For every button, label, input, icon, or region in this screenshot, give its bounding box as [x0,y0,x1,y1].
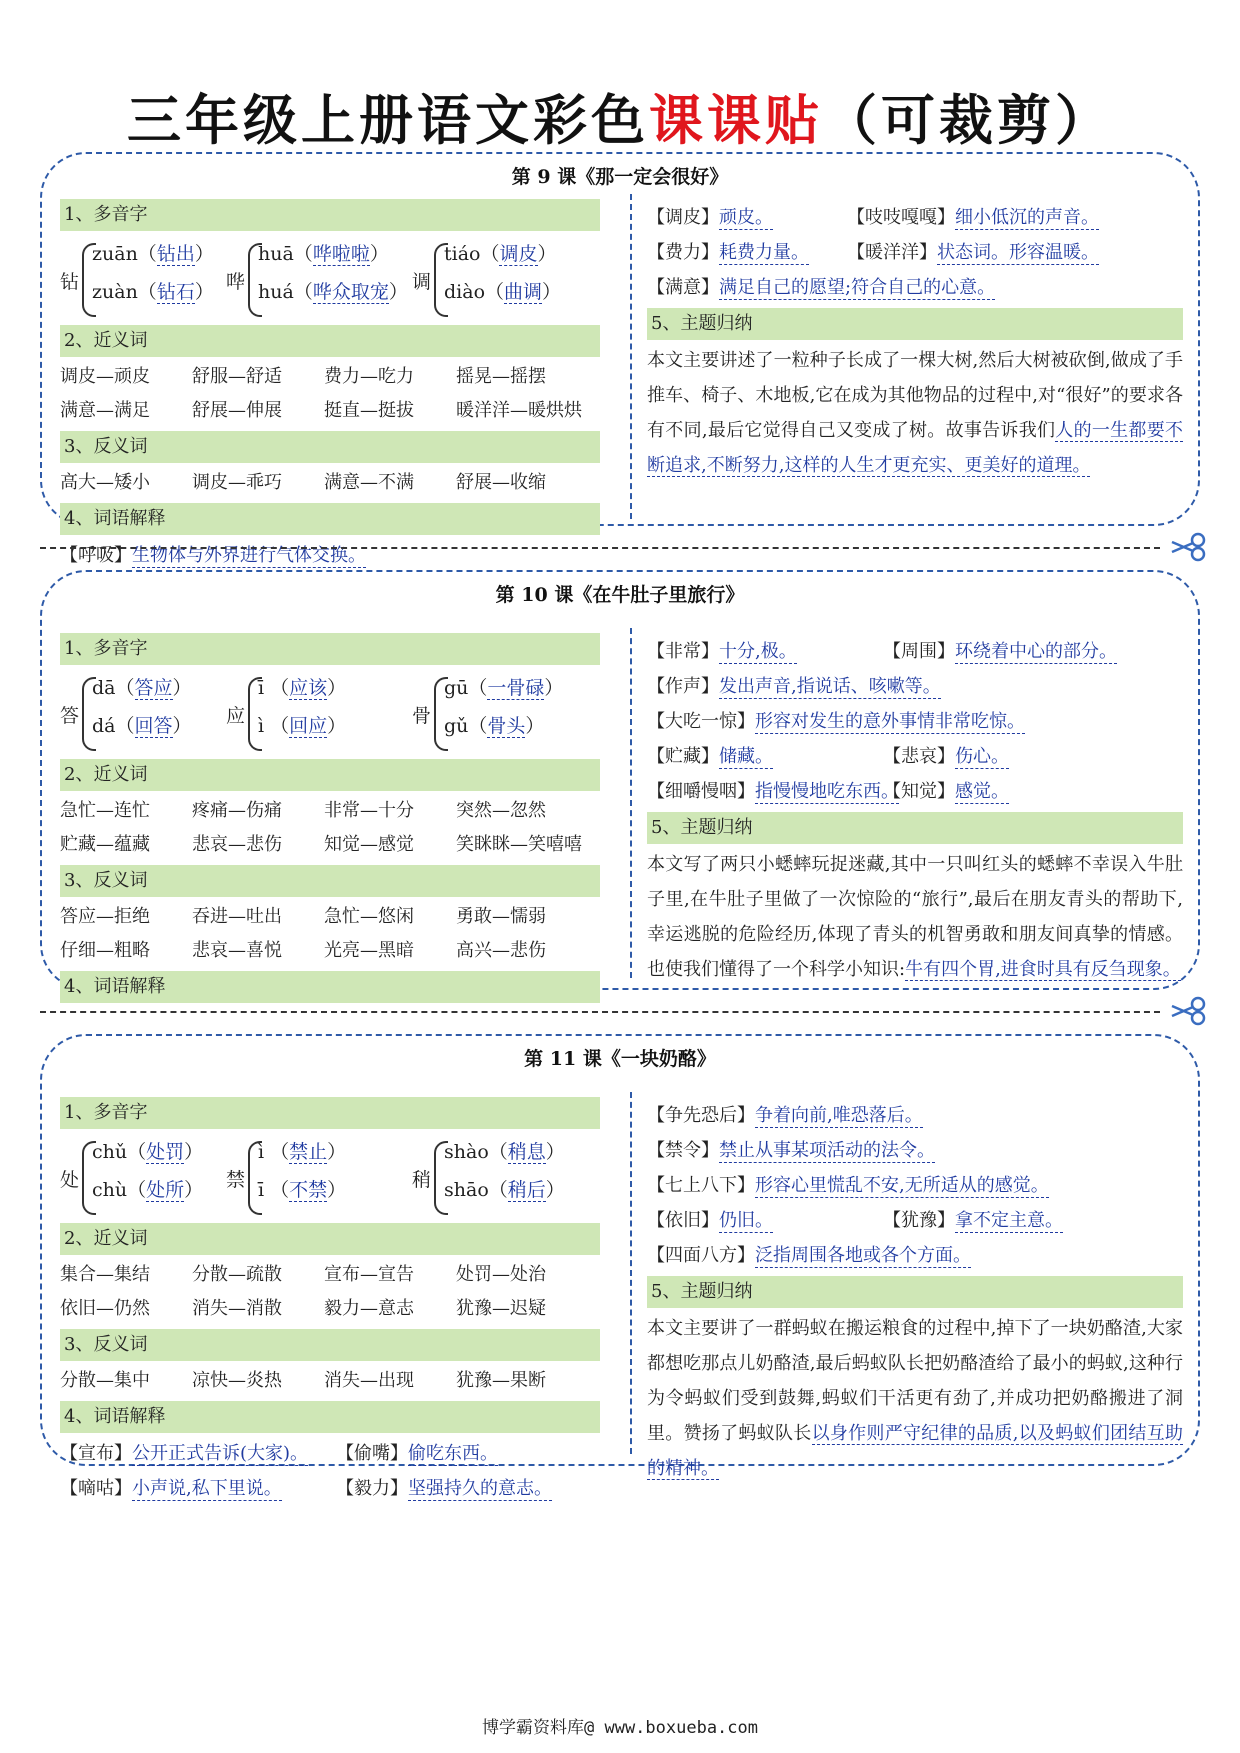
antonym-pair: 勇敢—懦弱 [456,906,546,927]
synonym-row [60,1258,600,1292]
definition-term: 【七上八下】 [647,1175,755,1196]
definition-term: 【四面八方】 [647,1245,755,1266]
page-title [0,78,1240,155]
synonym-pair: 集合—集结 [60,1264,150,1285]
polyphone-reading: ì （回应） [258,715,347,737]
polyphone-reading: zuàn（钻石） [92,281,214,303]
antonym-pair: 消失—出现 [324,1370,414,1391]
definition-entry [883,634,1117,669]
polyphone-word: 答应 [134,677,173,699]
polyphone-block [60,1135,600,1219]
theme-summary: 本文主要讲述了一粒种子长成了一棵大树,然后大树被砍倒,做成了手推车、椅子、木地板,它在成为其他物品的过程中,对“很好”的要求各有不同,最后它觉得自己又变成了树。故事告诉我们人的一生都要不断追求,不断努力,这样的人生才更充实、更美好的道理。 [647,350,1183,476]
polyphone-word: 哗众取宠 [312,281,389,303]
polyphone-word: 钻出 [156,243,195,265]
synonym-pair: 突然—忽然 [456,800,546,821]
antonym-row [60,1364,600,1398]
polyphone-group [226,1135,406,1219]
cut-line [40,1011,1160,1013]
definition-entry [647,746,773,769]
lesson-card [40,570,1200,997]
section-header: 4、词语解释 [60,1401,600,1433]
antonym-pair: 凉快—炎热 [192,1370,282,1391]
definition-text: 储藏。 [719,746,773,767]
column-divider [630,194,632,519]
polyphone-word: 禁止 [289,1141,328,1163]
polyphone-reading: tiáo（调皮） [444,243,557,265]
polyphone-group [412,1135,592,1219]
polyphone-reading: zuān（钻出） [92,243,214,265]
definition-text: 环绕着中心的部分。 [955,641,1117,662]
synonym-pair: 舒服—舒适 [192,366,282,387]
polyphone-reading: huā（哗啦啦） [258,243,389,265]
definition-term: 【作声】 [647,676,719,697]
definition-entry [883,1203,1063,1238]
polyphone-char: 答 [60,705,80,727]
polyphone-char: 哗 [226,271,246,293]
definition-term: 【调皮】 [647,207,719,228]
definition-entry [336,1471,552,1506]
definition-row [647,1168,1183,1203]
synonym-pair: 满意—满足 [60,400,150,421]
polyphone-reading: diào（曲调） [444,281,562,303]
polyphone-char: 禁 [226,1169,246,1191]
polyphone-group [412,237,592,321]
definition-term: 【暖洋洋】 [847,242,937,263]
definition-text: 伤心。 [955,746,1009,767]
polyphone-char: 应 [226,705,246,727]
definition-entry [647,781,899,804]
left-column [60,630,600,1006]
section-header: 1、多音字 [60,199,600,231]
definition-text: 泛指周围各地或各个方面。 [755,1245,971,1266]
definition-row [647,669,1183,704]
definition-text: 小声说,私下里说。 [132,1478,282,1499]
section-header: 2、近义词 [60,1223,600,1255]
polyphone-word: 哗啦啦 [312,243,370,265]
definition-term: 【费力】 [647,242,719,263]
definition-row [647,1133,1183,1168]
polyphone-reading: ì （禁止） [258,1141,347,1163]
definition-entry [647,277,995,300]
definition-row [60,1436,600,1471]
polyphone-char: 调 [412,271,432,293]
polyphone-group [60,237,240,321]
title-main: 三年级上册语文彩色 [127,89,649,152]
synonym-pair: 宣布—宣告 [324,1264,414,1285]
antonym-pair: 满意—不满 [324,472,414,493]
lesson-card [40,1034,1200,1499]
definition-entry [883,774,1009,809]
definition-row [60,538,600,573]
scissors-icon [1168,996,1208,1026]
synonym-pair: 摇晃—摇摆 [456,366,546,387]
section-header: 4、词语解释 [60,971,600,1003]
section-header: 2、近义词 [60,759,600,791]
antonym-row [60,466,600,500]
section-header: 4、词语解释 [60,503,600,535]
definition-text: 禁止从事某项活动的法令。 [719,1140,935,1161]
polyphone-word: 处罚 [146,1141,185,1163]
definition-text: 指慢慢地吃东西。 [755,781,899,802]
theme-highlight: 人的一生都要不断追求,不断努力,这样的人生才更充实、更美好的道理。 [647,420,1183,476]
synonym-pair: 消失—消散 [192,1298,282,1319]
synonym-pair: 贮藏—蕴藏 [60,834,150,855]
definition-row [647,704,1183,739]
definition-row [647,1238,1183,1273]
synonym-pair: 犹豫—迟疑 [456,1298,546,1319]
antonym-pair: 急忙—悠闲 [324,906,414,927]
definition-text: 发出声音,指说话、咳嗽等。 [719,676,941,697]
polyphone-char: 处 [60,1169,80,1191]
definition-row [60,1471,600,1506]
definition-entry [60,1443,308,1466]
polyphone-group [226,671,406,755]
polyphone-reading: shào（稍息） [444,1141,565,1163]
definition-row [647,200,1183,235]
polyphone-char: 稍 [412,1169,432,1191]
synonym-pair: 依旧—仍然 [60,1298,150,1319]
definition-term: 【细嚼慢咽】 [647,781,755,802]
definition-entry [647,1245,971,1268]
polyphone-reading: ī （不禁） [258,1179,347,1201]
definition-entry [647,242,809,265]
synonym-pair: 疼痛—伤痛 [192,800,282,821]
synonym-pair: 暖洋洋—暖烘烘 [456,400,582,421]
definition-entry [336,1436,498,1471]
definition-row [647,774,1183,809]
antonym-pair: 高大—矮小 [60,472,150,493]
synonym-pair: 调皮—顽皮 [60,366,150,387]
definition-row [647,270,1183,305]
definition-term: 【嘀咕】 [60,1478,132,1499]
definition-entry [60,1478,282,1501]
section-header: 5、主题归纳 [647,1276,1183,1308]
polyphone-word: 钻石 [156,281,195,303]
polyphone-reading: gǔ（骨头） [444,715,545,737]
definition-text: 顽皮。 [719,207,773,228]
polyphone-word: 稍息 [507,1141,546,1163]
antonym-row [60,934,600,968]
left-column [60,1094,600,1506]
right-column [647,634,1183,987]
title-highlight: 课课贴 [649,89,823,152]
definition-text: 偷吃东西。 [408,1443,498,1464]
definition-term: 【禁令】 [647,1140,719,1161]
theme-summary: 本文主要讲了一群蚂蚁在搬运粮食的过程中,掉下了一块奶酪渣,大家都想吃那点儿奶酪渣,最后蚂蚁队长把奶酪渣给了最小的蚂蚁,这种行为令蚂蚁们受到鼓舞,蚂蚁们干活更有劲了,并成功把奶酪搬进了洞里。赞扬了蚂蚁队长以身作则严守纪律的品质,以及蚂蚁们团结互助的精神。 [647,1318,1183,1479]
antonym-pair: 吞进—吐出 [192,906,282,927]
definition-term: 【依旧】 [647,1210,719,1231]
section-header: 5、主题归纳 [647,812,1183,844]
definition-term: 【大吃一惊】 [647,711,755,732]
polyphone-reading: gū（一骨碌） [444,677,564,699]
definition-entry [647,711,1025,734]
synonym-pair: 挺直—挺拔 [324,400,414,421]
synonym-pair: 舒展—伸展 [192,400,282,421]
polyphone-group [60,671,240,755]
synonym-row [60,1292,600,1326]
polyphone-block [60,671,600,755]
synonym-row [60,394,600,428]
definition-term: 【偷嘴】 [336,1443,408,1464]
definition-text: 十分,极。 [719,641,797,662]
antonym-pair: 答应—拒绝 [60,906,150,927]
polyphone-char: 钻 [60,271,80,293]
cut-line [40,547,1160,549]
antonym-pair: 犹豫—果断 [456,1370,546,1391]
section-header: 3、反义词 [60,431,600,463]
definition-row [647,634,1183,669]
polyphone-reading: dá（回答） [92,715,192,737]
definition-entry [647,1175,1049,1198]
title-tail: （可裁剪） [823,89,1113,152]
definition-term: 【贮藏】 [647,746,719,767]
synonym-pair: 知觉—感觉 [324,834,414,855]
antonym-pair: 分散—集中 [60,1370,150,1391]
definition-text: 状态词。形容温暖。 [937,242,1099,263]
definition-text: 仍旧。 [719,1210,773,1231]
antonym-pair: 高兴—悲伤 [456,940,546,961]
definition-text: 耗费力量。 [719,242,809,263]
polyphone-word: 处所 [146,1179,185,1201]
section-header: 1、多音字 [60,1097,600,1129]
polyphone-word: 回答 [134,715,173,737]
polyphone-word: 回应 [289,715,328,737]
synonym-pair: 费力—吃力 [324,366,414,387]
definition-text: 争着向前,唯恐落后。 [755,1105,923,1126]
lesson-card [40,152,1200,566]
definition-row [647,235,1183,270]
definition-text: 形容心里慌乱不安,无所适从的感觉。 [755,1175,1049,1196]
definition-term: 【满意】 [647,277,719,298]
definition-entry [647,641,797,664]
lesson-title: 第 9 课《那一定会很好》 [511,166,729,188]
section-header: 2、近义词 [60,325,600,357]
synonym-pair: 悲哀—悲伤 [192,834,282,855]
polyphone-reading: shāo（稍后） [444,1179,565,1201]
definition-term: 【非常】 [647,641,719,662]
polyphone-group [226,237,406,321]
antonym-pair: 悲哀—喜悦 [192,940,282,961]
polyphone-reading: huá（哗众取宠） [258,281,408,303]
section-header: 3、反义词 [60,1329,600,1361]
column-divider [630,628,632,978]
definition-term: 【吱吱嘎嘎】 [847,207,955,228]
definition-term: 【悲哀】 [883,746,955,767]
column-divider [630,1092,632,1454]
definition-entry [647,1105,923,1128]
section-header: 5、主题归纳 [647,308,1183,340]
definition-entry [647,1210,773,1233]
section-header: 1、多音字 [60,633,600,665]
polyphone-reading: dā（答应） [92,677,192,699]
synonym-row [60,828,600,862]
definition-text: 生物体与外界进行气体交换。 [132,545,366,566]
polyphone-char: 骨 [412,705,432,727]
synonym-row [60,794,600,828]
antonym-row [60,900,600,934]
definition-entry [847,200,1099,235]
definition-text: 公开正式告诉(大家)。 [132,1443,309,1464]
antonym-pair: 仔细—粗略 [60,940,150,961]
theme-highlight: 牛有四个胃,进食时具有反刍现象。 [905,959,1181,980]
definition-term: 【呼吸】 [60,545,132,566]
definition-entry [847,235,1099,270]
definition-entry [647,676,941,699]
definition-term: 【周围】 [883,641,955,662]
lesson-title: 第 11 课《一块奶酪》 [524,1048,716,1070]
definition-text: 拿不定主意。 [955,1210,1063,1231]
definition-text: 坚强持久的意志。 [408,1478,552,1499]
right-column [647,1098,1183,1486]
polyphone-word: 不禁 [289,1179,328,1201]
antonym-pair: 舒展—收缩 [456,472,546,493]
polyphone-group [60,1135,240,1219]
synonym-pair: 非常—十分 [324,800,414,821]
synonym-pair: 急忙—连忙 [60,800,150,821]
left-column [60,196,600,573]
synonym-row [60,360,600,394]
definition-term: 【知觉】 [883,781,955,802]
theme-highlight: 以身作则严守纪律的品质,以及蚂蚁们团结互助的精神。 [647,1423,1183,1479]
definition-entry [883,739,1009,774]
definition-term: 【毅力】 [336,1478,408,1499]
definition-term: 【宣布】 [60,1443,132,1464]
definition-text: 细小低沉的声音。 [955,207,1099,228]
antonym-pair: 调皮—乖巧 [192,472,282,493]
polyphone-word: 稍后 [507,1179,546,1201]
polyphone-word: 曲调 [504,281,543,303]
polyphone-reading: ī （应该） [258,677,347,699]
polyphone-block [60,237,600,321]
definition-row [647,1203,1183,1238]
synonym-pair: 毅力—意志 [324,1298,414,1319]
definition-row [647,1098,1183,1133]
definition-text: 形容对发生的意外事情非常吃惊。 [755,711,1025,732]
definition-term: 【犹豫】 [883,1210,955,1231]
theme-summary: 本文写了两只小蟋蟀玩捉迷藏,其中一只叫红头的蟋蟀不幸误入牛肚子里,在牛肚子里做了一次惊险的“旅行”,最后在朋友青头的帮助下,幸运逃脱的危险经历,体现了青头的机智勇敢和朋友间真挚的情感。也使我们懂得了一个科学小知识:牛有四个胃,进食时具有反刍现象。 [647,854,1183,980]
definition-entry [647,207,773,230]
polyphone-group [412,671,592,755]
synonym-pair: 处罚—处治 [456,1264,546,1285]
antonym-pair: 光亮—黑暗 [324,940,414,961]
definition-text: 感觉。 [955,781,1009,802]
polyphone-word: 骨头 [487,715,526,737]
definition-term: 【争先恐后】 [647,1105,755,1126]
polyphone-reading: chù（处所） [92,1179,204,1201]
scissors-icon [1168,532,1208,562]
lesson-title: 第 10 课《在牛肚子里旅行》 [495,584,745,606]
definition-row [647,739,1183,774]
footer: 博学霸资料库@ www.boxueba.com [482,1718,758,1738]
section-header: 3、反义词 [60,865,600,897]
definition-text: 满足自己的愿望;符合自己的心意。 [719,277,996,298]
polyphone-reading: chǔ（处罚） [92,1141,204,1163]
synonym-pair: 分散—疏散 [192,1264,282,1285]
definition-entry [647,1140,935,1163]
right-column [647,200,1183,483]
polyphone-word: 调皮 [499,243,538,265]
synonym-pair: 笑眯眯—笑嘻嘻 [456,834,582,855]
polyphone-word: 一骨碌 [487,677,545,699]
polyphone-word: 应该 [289,677,328,699]
